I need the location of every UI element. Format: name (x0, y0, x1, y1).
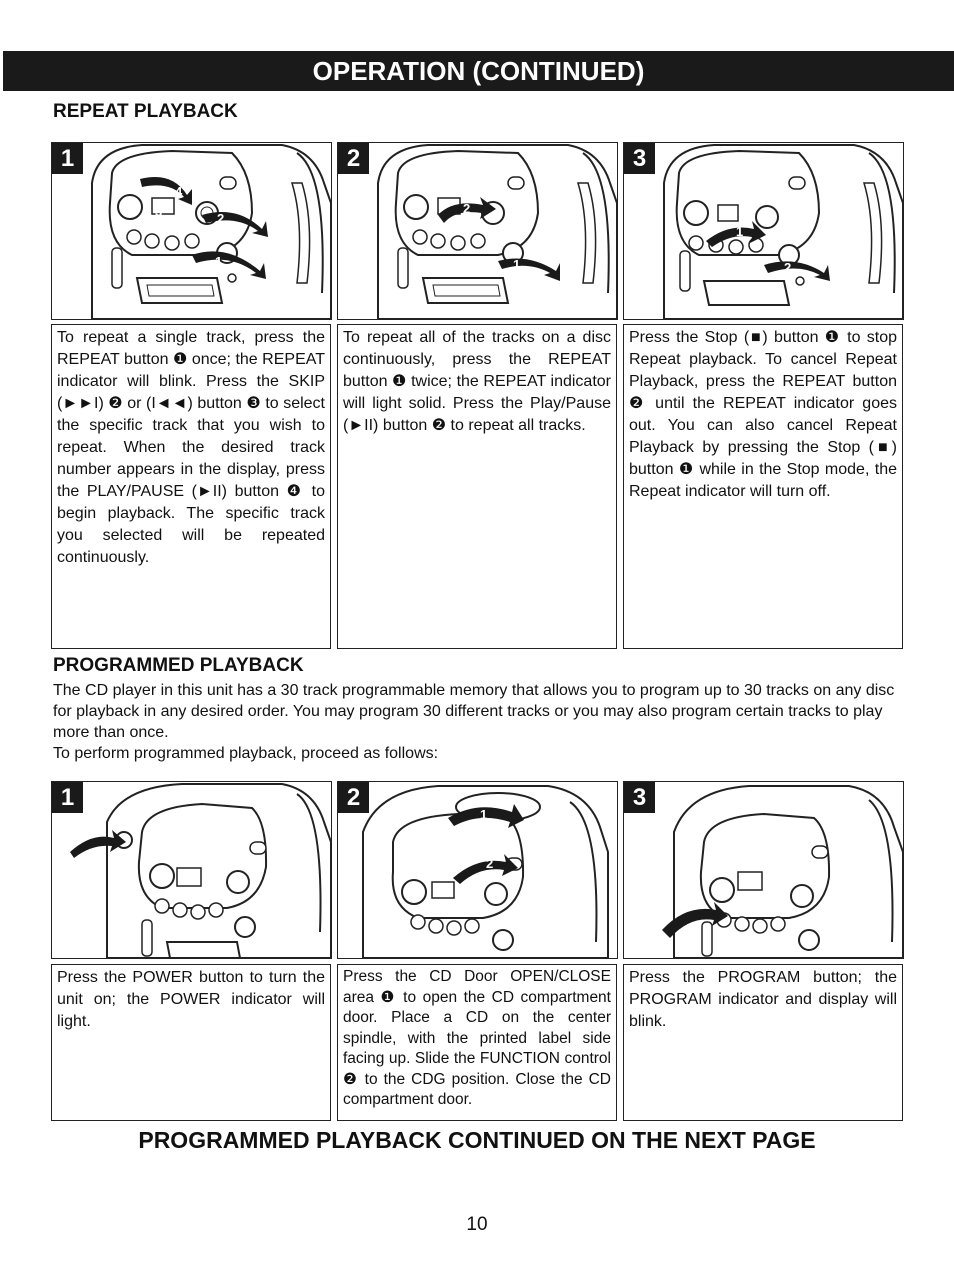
callout-4: 4 (175, 184, 183, 199)
callout-1: 1 (513, 257, 521, 272)
callout-3: 3 (155, 204, 163, 219)
programmed-heading: PROGRAMMED PLAYBACK (53, 655, 304, 676)
programmed-step2-illustration (337, 781, 618, 959)
karaoke-player-illustration (338, 782, 617, 958)
page-banner: OPERATION (CONTINUED) (3, 51, 954, 91)
callout-2: 2 (486, 856, 494, 871)
step-number-badge: 1 (52, 143, 83, 174)
step-number-badge: 3 (624, 143, 655, 174)
programmed-step2-text: Press the CD Door OPEN/CLOSE area ❶ to open the CD compartment door. Place a CD on the center spindle, with the printed label side facing up. Slide the FUNCTION control ❷ to the CDG position. Close the CD compartment door. (337, 964, 617, 1121)
step-number-badge: 2 (338, 143, 369, 174)
programmed-step3-text: Press the PROGRAM button; the PROGRAM indicator and display will blink. (623, 964, 903, 1121)
programmed-intro (53, 680, 903, 764)
callout-1: 1 (215, 254, 223, 269)
programmed-intro-instruction: To perform programmed playback, proceed as follows: (53, 745, 439, 762)
repeat-heading: REPEAT PLAYBACK (53, 101, 238, 122)
step-number-badge: 3 (624, 782, 655, 813)
repeat-step2-text: To repeat all of the tracks on a disc continuously, press the REPEAT button ❶ twice; the REPEAT indicator will light solid. Press the Play/Pause (►II) button ❷ to repeat all tracks. (337, 324, 617, 649)
step-number-badge: 1 (52, 782, 83, 813)
karaoke-player-illustration (52, 782, 331, 958)
callout-1: 1 (480, 807, 488, 822)
programmed-step1-text: Press the POWER button to turn the unit on; the POWER indicator will light. (51, 964, 331, 1121)
programmed-intro-paragraph: The CD player in this unit has a 30 track programmable memory that allows you to program up to 30 tracks on any disc for playback in any desired order. You may program 30 different tracks or you may also program certain tracks to play more than once. (53, 682, 895, 741)
programmed-step3-illustration (623, 781, 904, 959)
karaoke-player-illustration (52, 143, 331, 319)
repeat-step3-text: Press the Stop (■) button ❶ to stop Repeat playback. To cancel Repeat Playback, press the REPEAT button ❷ until the REPEAT indicator goes out. You can also cancel Repeat Playback by pressing the Stop (■) button ❶ while in the Stop mode, the Repeat indicator will turn off. (623, 324, 903, 649)
repeat-step1-text: To repeat a single track, press the REPEAT button ❶ once; the REPEAT indicator will blink. Press the SKIP (►►I) ❷ or (I◄◄) button ❸ to select the specific track that you wish to repeat. When the desired track number appears in the display, press the PLAY/PAUSE (►II) button ❹ to begin playback. The specific track you selected will be repeated continuously. (51, 324, 331, 649)
karaoke-player-illustration (338, 143, 617, 319)
callout-2: 2 (784, 260, 792, 275)
repeat-step1-illustration (51, 142, 332, 320)
karaoke-player-illustration (624, 782, 903, 958)
repeat-step3-illustration (623, 142, 904, 320)
continued-note: PROGRAMMED PLAYBACK CONTINUED ON THE NEXT PAGE (138, 1127, 816, 1153)
step-number-badge: 2 (338, 782, 369, 813)
callout-1: 1 (736, 224, 744, 239)
callout-2: 2 (463, 201, 471, 216)
callout-2: 2 (217, 211, 225, 226)
programmed-step1-illustration (51, 781, 332, 959)
karaoke-player-illustration (624, 143, 903, 319)
repeat-step2-illustration (337, 142, 618, 320)
page-number: 10 (466, 1214, 488, 1235)
